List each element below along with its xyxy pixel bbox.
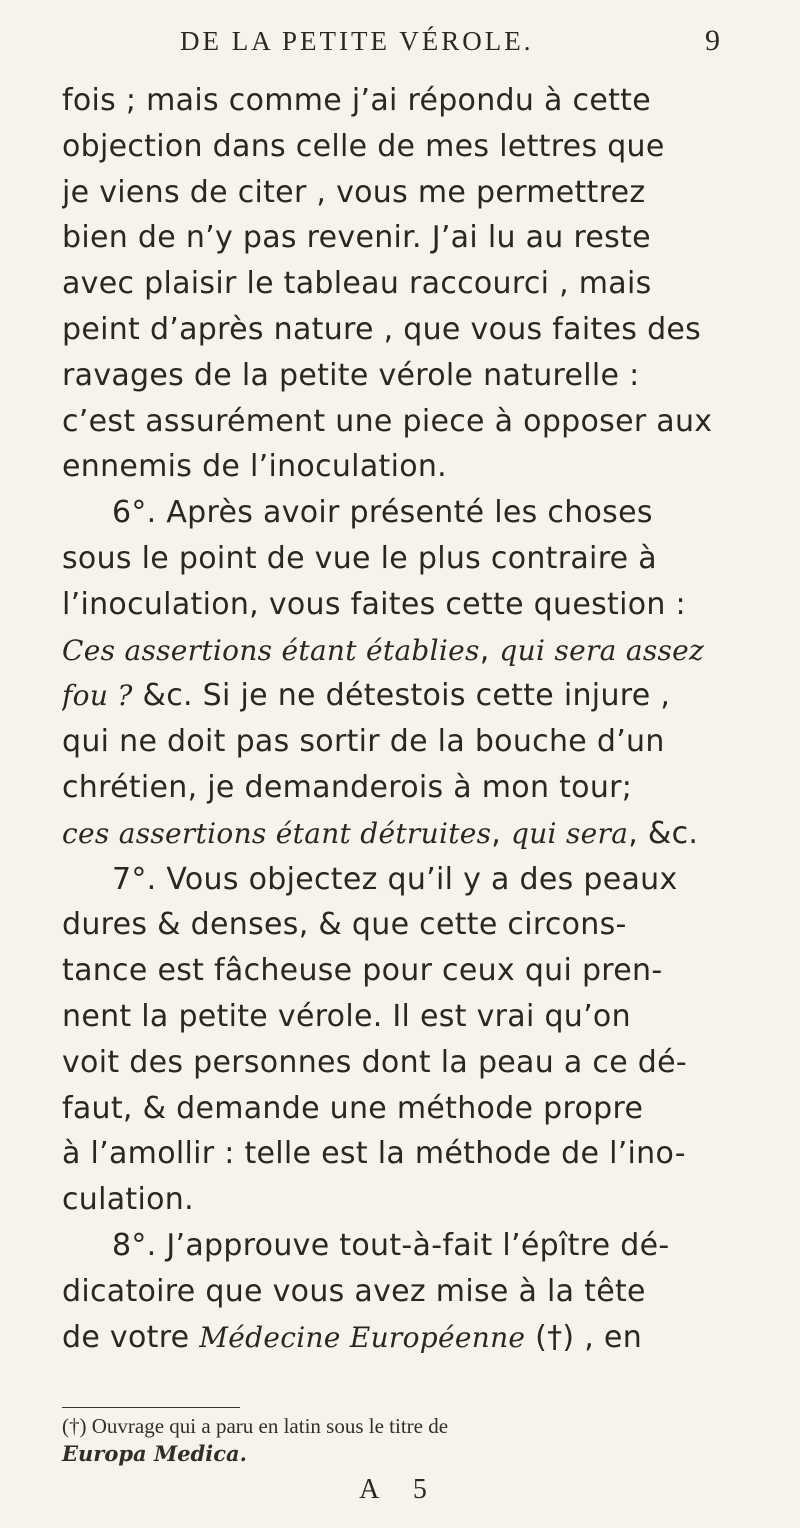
text-line: voit des personnes dont la peau a ce dé- [62,1044,688,1080]
text-line [62,1315,778,1361]
text-line: 8°. J’approuve tout-à-fait l’épître dé- [112,1227,670,1263]
text-line: fois ; mais comme j’ai répondu à cette [62,83,651,118]
text-segment: (†) , en [525,1319,643,1355]
running-head: DE LA PETITE VÉROLE. [180,26,534,56]
signature-mark: A 5 [359,1474,441,1505]
text-line: sous le point de vue le plus contraire à [62,540,657,576]
footnote-text: Ouvrage qui a paru en latin sous le titre de [91,1414,449,1438]
page-number: 9 [705,24,720,57]
text-line: je viens de citer , vous me permettrez [62,174,646,210]
text-line [62,673,778,719]
footnote-rule [62,1407,240,1408]
text-line: 6°. Après avoir présenté les choses [112,495,653,531]
footnote-mark: (†) [62,1414,87,1438]
text-line: c’est assurément une piece à opposer aux [62,403,713,439]
text-line: ravages de la petite vérole naturelle : [62,357,640,393]
italic-segment: ces assertions étant détruites [62,816,492,850]
text-line: dures & denses, & que cette circons- [62,907,627,943]
text-segment: de votre [62,1319,200,1355]
text-segment: , &c. [628,815,699,851]
text-line: bien de n’y pas revenir. J’ai lu au reste [62,220,651,256]
italic-segment: Médecine Européenne [199,1320,526,1354]
page-header [180,24,720,58]
text-line: peint d’après nature , que vous faites des [62,311,702,347]
italic-segment: Ces assertions étant établies [62,633,480,667]
text-line: 7°. Vous objectez qu’il y a des peaux [112,861,678,897]
text-line: l’inoculation, vous faites cette question : [62,586,686,622]
text-line: à l’amollir : telle est la méthode de l’ino- [62,1136,686,1172]
italic-segment: fou ? [62,679,133,713]
italic-segment: qui sera assez [499,633,705,667]
italic-segment: qui sera [510,816,629,850]
text-line: nent la petite vérole. Il est vrai qu’on [62,998,631,1034]
text-line: culation. [62,1182,194,1218]
text-segment: , [491,815,511,851]
text-line [62,628,778,674]
text-line: qui ne doit pas sortir de la bouche d’un [62,724,665,760]
text-line: ennemis de l’inoculation. [62,449,448,485]
body-text [62,78,778,1360]
text-line: faut, & demande une méthode propre [62,1090,644,1126]
text-line: objection dans celle de mes lettres que [62,128,665,164]
text-segment: &c. Si je ne détestois cette injure , [132,678,671,714]
text-line: chrétien, je demanderois à mon tour; [62,769,633,805]
text-line [62,811,778,857]
text-line: dicatoire que vous avez mise à la tête [62,1273,646,1309]
text-line: avec plaisir le tableau raccourci , mais [62,266,652,302]
footnote-title: Europa Medica. [62,1441,247,1466]
footnote [62,1412,778,1468]
text-segment: , [479,632,500,668]
text-line: tance est fâcheuse pour ceux qui pren- [62,953,663,989]
